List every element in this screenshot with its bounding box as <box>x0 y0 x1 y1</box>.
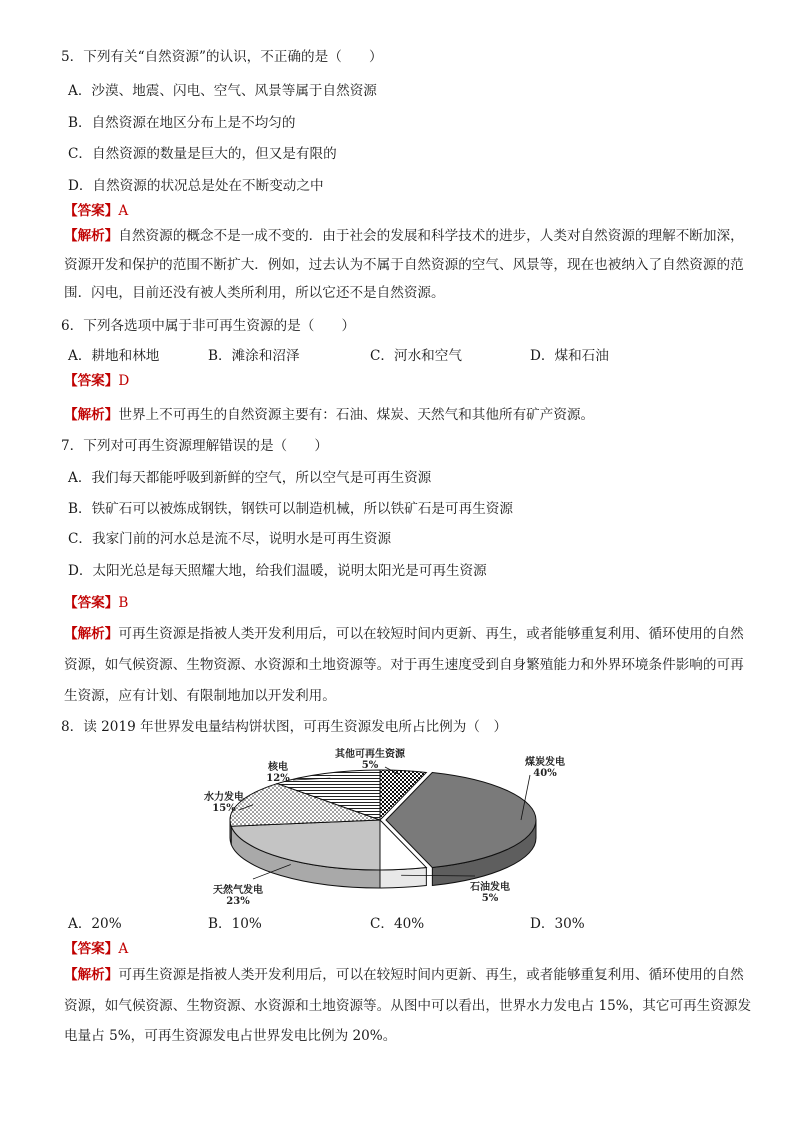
pie-label-其他可再生资源: 其他可再生资源 <box>335 749 405 760</box>
q5-analysis-3: 围．闪电，目前还没有被人类所利用，所以它还不是自然资源。 <box>64 285 445 301</box>
q8-option-b: B．10% <box>208 916 262 932</box>
answer-value: A <box>118 203 129 219</box>
q7-option-a: A．我们每天都能呼吸到新鲜的空气，所以空气是可再生资源 <box>68 470 432 486</box>
q6-option-d: D．煤和石油 <box>530 348 609 364</box>
q7-analysis-3: 生资源，应有计划、有限制地加以开发利用。 <box>64 688 336 704</box>
q5-answer <box>64 201 128 221</box>
q8-analysis-2: 资源，如气候资源、生物资源、水资源和土地资源等。从图中可以看出，世界水力发电占 15%，其它可再生资源发 <box>64 998 752 1014</box>
pie-slices <box>230 770 536 870</box>
pie-value-天然气发电: 23% <box>226 896 250 905</box>
analysis-tag: 【解析】 <box>64 228 119 244</box>
analysis-text: 世界上不可再生的自然资源主要有：石油、煤炭、天然气和其他所有矿产资源。 <box>118 407 595 423</box>
q8-analysis-3: 电量占 5%，可再生资源发电占世界发电比例为 20%。 <box>64 1028 397 1044</box>
q8-answer <box>64 939 128 959</box>
pie-label-石油发电: 石油发电 <box>470 882 510 893</box>
q5-analysis-1 <box>64 226 744 246</box>
q7-option-c: C．我家门前的河水总是流不尽，说明水是可再生资源 <box>68 531 392 547</box>
analysis-text: 自然资源的概念不是一成不变的．由于社会的发展和科学技术的进步，人类对自然资源的理解不断加深， <box>118 228 744 244</box>
answer-value: D <box>118 373 130 389</box>
q8-option-c: C．40% <box>370 916 425 932</box>
q7-analysis-1 <box>64 624 744 644</box>
q7-stem: 7．下列对可再生资源理解错误的是（ ） <box>61 438 328 454</box>
pie-side-石油发电 <box>380 868 426 888</box>
analysis-text: 可再生资源是指被人类开发利用后，可以在较短时间内更新、再生，或者能够重复利用、循环使用的自然 <box>118 967 744 983</box>
pie-value-石油发电: 5% <box>481 893 499 904</box>
power-generation-pie-chart <box>190 745 570 905</box>
q6-option-a: A．耕地和林地 <box>68 348 160 364</box>
analysis-tag: 【解析】 <box>64 407 119 423</box>
q6-option-b: B．滩涂和沼泽 <box>208 348 300 364</box>
answer-tag: 【答案】 <box>64 595 119 611</box>
pie-label-煤炭发电: 煤炭发电 <box>525 757 565 768</box>
pie-label-核电: 核电 <box>268 762 288 773</box>
q8-option-d: D．30% <box>530 916 585 932</box>
q6-option-c: C．河水和空气 <box>370 348 462 364</box>
answer-tag: 【答案】 <box>64 941 119 957</box>
q5-stem: 5．下列有关“自然资源”的认识，不正确的是（ ） <box>61 49 383 65</box>
q8-stem: 8．读 2019 年世界发电量结构饼状图，可再生资源发电所占比例为（ ） <box>61 719 508 735</box>
pie-value-其他可再生资源: 5% <box>361 760 379 771</box>
q7-analysis-2: 资源，如气候资源、生物资源、水资源和土地资源等。对于再生速度受到自身繁殖能力和外界环境条件影响的可再 <box>64 657 744 673</box>
q8-option-a: A．20% <box>68 916 122 932</box>
q6-analysis-1 <box>64 405 594 425</box>
q5-analysis-2: 资源开发和保护的范围不断扩大．例如，过去认为不属于自然资源的空气、风景等，现在也被纳入了自然资源的范 <box>64 257 744 273</box>
answer-tag: 【答案】 <box>64 203 119 219</box>
pie-label-天然气发电: 天然气发电 <box>213 885 263 896</box>
analysis-text: 可再生资源是指被人类开发利用后，可以在较短时间内更新、再生，或者能够重复利用、循环使用的自然 <box>118 626 744 642</box>
q7-answer <box>64 593 128 613</box>
pie-value-水力发电: 15% <box>212 803 236 814</box>
answer-value: A <box>118 941 129 957</box>
q7-option-d: D．太阳光总是每天照耀大地，给我们温暖，说明太阳光是可再生资源 <box>68 563 487 579</box>
q6-stem: 6．下列各选项中属于非可再生资源的是（ ） <box>61 318 356 334</box>
q5-option-a: A．沙漠、地震、闪电、空气、风景等属于自然资源 <box>68 83 377 99</box>
analysis-tag: 【解析】 <box>64 967 119 983</box>
q6-answer <box>64 371 129 391</box>
answer-value: B <box>118 595 129 611</box>
pie-label-水力发电: 水力发电 <box>204 792 244 803</box>
q8-analysis-1 <box>64 965 744 985</box>
q7-option-b: B．铁矿石可以被炼成钢铁，钢铁可以制造机械，所以铁矿石是可再生资源 <box>68 501 513 517</box>
pie-value-核电: 12% <box>266 773 290 784</box>
q5-option-d: D．自然资源的状况总是处在不断变动之中 <box>68 178 324 194</box>
q5-option-b: B．自然资源在地区分布上是不均匀的 <box>68 115 296 131</box>
answer-tag: 【答案】 <box>64 373 119 389</box>
analysis-tag: 【解析】 <box>64 626 119 642</box>
q5-option-c: C．自然资源的数量是巨大的，但又是有限的 <box>68 146 337 162</box>
pie-value-煤炭发电: 40% <box>533 768 557 779</box>
